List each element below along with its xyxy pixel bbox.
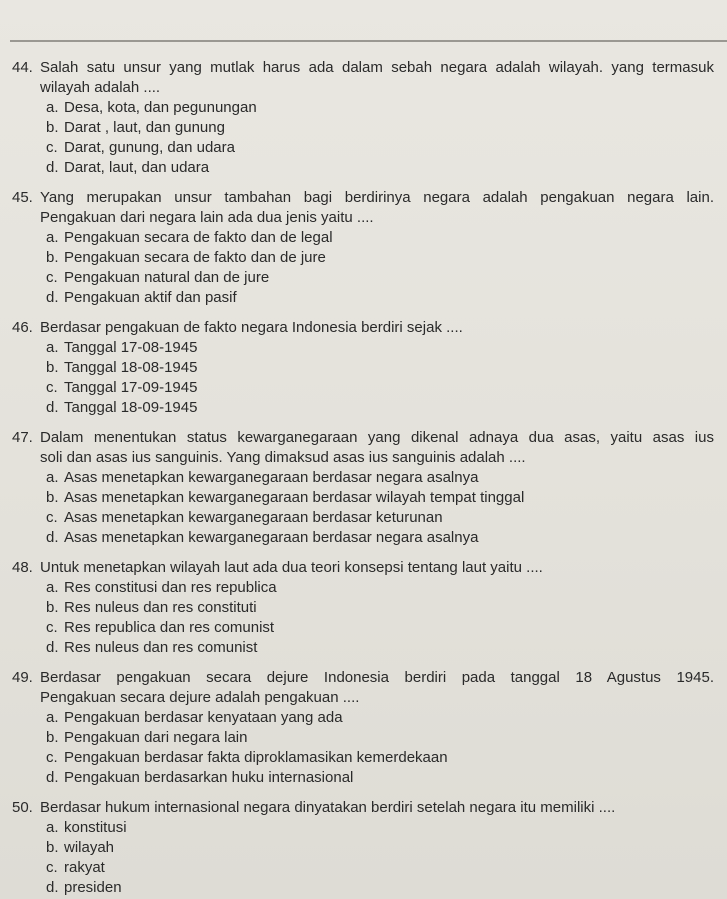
option-text: Res republica dan res comunist <box>64 619 275 636</box>
option-text: Pengakuan berdasar kenyataan yang ada <box>64 709 343 726</box>
option-text: wilayah <box>64 839 115 856</box>
question-spacer <box>0 178 727 188</box>
option-text: Pengakuan aktif dan pasif <box>64 289 237 306</box>
option-text: presiden <box>64 879 122 896</box>
answer-option <box>46 638 727 658</box>
answer-option <box>46 98 727 118</box>
option-letter: d. <box>46 769 59 786</box>
option-letter: b. <box>46 359 59 376</box>
question-stem-line <box>0 318 727 338</box>
option-letter: b. <box>46 119 59 136</box>
question-46 <box>0 318 727 418</box>
question-text: Berdasar pengakuan de fakto negara Indonesia berdiri sejak .... <box>40 319 463 336</box>
option-letter: b. <box>46 729 59 746</box>
option-text: rakyat <box>64 859 105 876</box>
question-text-continued: soli dan asas ius sanguinis. Yang dimaksud asas ius sanguinis adalah .... <box>40 449 526 466</box>
option-text: Desa, kota, dan pegunungan <box>64 99 257 116</box>
option-text: Darat, gunung, dan udara <box>64 139 235 156</box>
question-list <box>0 58 727 898</box>
option-text: Pengakuan dari negara lain <box>64 729 248 746</box>
answer-option <box>46 468 727 488</box>
option-letter: a. <box>46 469 59 486</box>
answer-option <box>46 118 727 138</box>
option-letter: c. <box>46 619 58 636</box>
option-text: Pengakuan berdasar fakta diproklamasikan kemerdekaan <box>64 749 448 766</box>
answer-option <box>46 748 727 768</box>
answer-option <box>46 488 727 508</box>
option-letter: a. <box>46 819 59 836</box>
question-number: 50. <box>12 799 33 816</box>
question-text: Berdasar hukum internasional negara dinyatakan berdiri setelah negara itu memiliki .... <box>40 799 616 816</box>
option-text: Darat , laut, dan gunung <box>64 119 225 136</box>
answer-option <box>46 728 727 748</box>
answer-option <box>46 508 727 528</box>
option-text: Pengakuan berdasarkan huku internasional <box>64 769 354 786</box>
question-number: 47. <box>12 429 33 446</box>
option-text: Pengakuan secara de fakto dan de jure <box>64 249 326 266</box>
question-44 <box>0 58 727 178</box>
answer-option <box>46 358 727 378</box>
answer-option <box>46 598 727 618</box>
answer-option <box>46 398 727 418</box>
option-letter: b. <box>46 249 59 266</box>
answer-option <box>46 268 727 288</box>
question-text-continued: wilayah adalah .... <box>40 79 161 96</box>
question-number: 46. <box>12 319 33 336</box>
answer-option <box>46 228 727 248</box>
option-text: Asas menetapkan kewarganegaraan berdasar negara asalnya <box>64 469 479 486</box>
question-text: Yang merupakan unsur tambahan bagi berdirinya negara adalah pengakuan negara lain. <box>40 189 714 206</box>
option-text: Asas menetapkan kewarganegaraan berdasar negara asalnya <box>64 529 479 546</box>
question-number: 48. <box>12 559 33 576</box>
option-text: Res constitusi dan res republica <box>64 579 277 596</box>
question-45 <box>0 188 727 308</box>
answer-option <box>46 378 727 398</box>
answer-option <box>46 818 727 838</box>
option-letter: c. <box>46 859 58 876</box>
answer-option <box>46 858 727 878</box>
option-text: Tanggal 18-08-1945 <box>64 359 198 376</box>
option-text: Pengakuan secara de fakto dan de legal <box>64 229 333 246</box>
question-stem-line <box>0 668 727 688</box>
option-letter: c. <box>46 139 58 156</box>
question-stem-line <box>0 58 727 78</box>
question-text-continued: Pengakuan dari negara lain ada dua jenis yaitu .... <box>40 209 374 226</box>
question-49 <box>0 668 727 788</box>
question-number: 49. <box>12 669 33 686</box>
question-47 <box>0 428 727 548</box>
option-letter: d. <box>46 639 59 656</box>
option-text: Pengakuan natural dan de jure <box>64 269 270 286</box>
question-spacer <box>0 418 727 428</box>
option-text: Tanggal 17-08-1945 <box>64 339 198 356</box>
question-text: Salah satu unsur yang mutlak harus ada dalam sebah negara adalah wilayah. yang termasuk <box>40 59 714 76</box>
answer-option <box>46 878 727 898</box>
question-text: Dalam menentukan status kewarganegaraan yang dikenal adnaya dua asas, yaitu asas ius <box>40 429 714 446</box>
option-text: konstitusi <box>64 819 127 836</box>
question-spacer <box>0 658 727 668</box>
answer-option <box>46 578 727 598</box>
option-letter: b. <box>46 599 59 616</box>
question-text: Berdasar pengakuan secara dejure Indonesia berdiri pada tanggal 18 Agustus 1945. <box>40 669 714 686</box>
option-letter: d. <box>46 879 59 896</box>
option-text: Asas menetapkan kewarganegaraan berdasar keturunan <box>64 509 443 526</box>
question-spacer <box>0 788 727 798</box>
option-letter: c. <box>46 749 58 766</box>
answer-option <box>46 838 727 858</box>
question-stem-line <box>0 558 727 578</box>
option-letter: a. <box>46 229 59 246</box>
option-letter: a. <box>46 99 59 116</box>
answer-option <box>46 618 727 638</box>
option-letter: d. <box>46 399 59 416</box>
answer-option <box>46 138 727 158</box>
question-48 <box>0 558 727 658</box>
option-letter: b. <box>46 489 59 506</box>
option-letter: a. <box>46 339 59 356</box>
option-text: Tanggal 18-09-1945 <box>64 399 198 416</box>
answer-option <box>46 248 727 268</box>
question-number: 44. <box>12 59 33 76</box>
option-text: Res nuleus dan res comunist <box>64 639 258 656</box>
option-text: Asas menetapkan kewarganegaraan berdasar wilayah tempat tinggal <box>64 489 525 506</box>
answer-option <box>46 288 727 308</box>
top-divider <box>10 40 727 42</box>
option-letter: c. <box>46 509 58 526</box>
option-letter: d. <box>46 529 59 546</box>
option-text: Res nuleus dan res constituti <box>64 599 257 616</box>
option-letter: c. <box>46 269 58 286</box>
question-stem-line <box>0 188 727 208</box>
option-letter: a. <box>46 709 59 726</box>
question-text-continued: Pengakuan secara dejure adalah pengakuan .... <box>40 689 360 706</box>
option-letter: c. <box>46 379 58 396</box>
question-spacer <box>0 548 727 558</box>
question-stem-line <box>0 428 727 448</box>
option-letter: a. <box>46 579 59 596</box>
option-letter: d. <box>46 289 59 306</box>
option-letter: b. <box>46 839 59 856</box>
option-text: Tanggal 17-09-1945 <box>64 379 198 396</box>
question-spacer <box>0 308 727 318</box>
question-50 <box>0 798 727 898</box>
answer-option <box>46 338 727 358</box>
answer-option <box>46 768 727 788</box>
question-number: 45. <box>12 189 33 206</box>
answer-option <box>46 708 727 728</box>
answer-option <box>46 158 727 178</box>
question-text: Untuk menetapkan wilayah laut ada dua teori konsepsi tentang laut yaitu .... <box>40 559 543 576</box>
question-stem-line <box>0 798 727 818</box>
answer-option <box>46 528 727 548</box>
option-letter: d. <box>46 159 59 176</box>
option-text: Darat, laut, dan udara <box>64 159 210 176</box>
